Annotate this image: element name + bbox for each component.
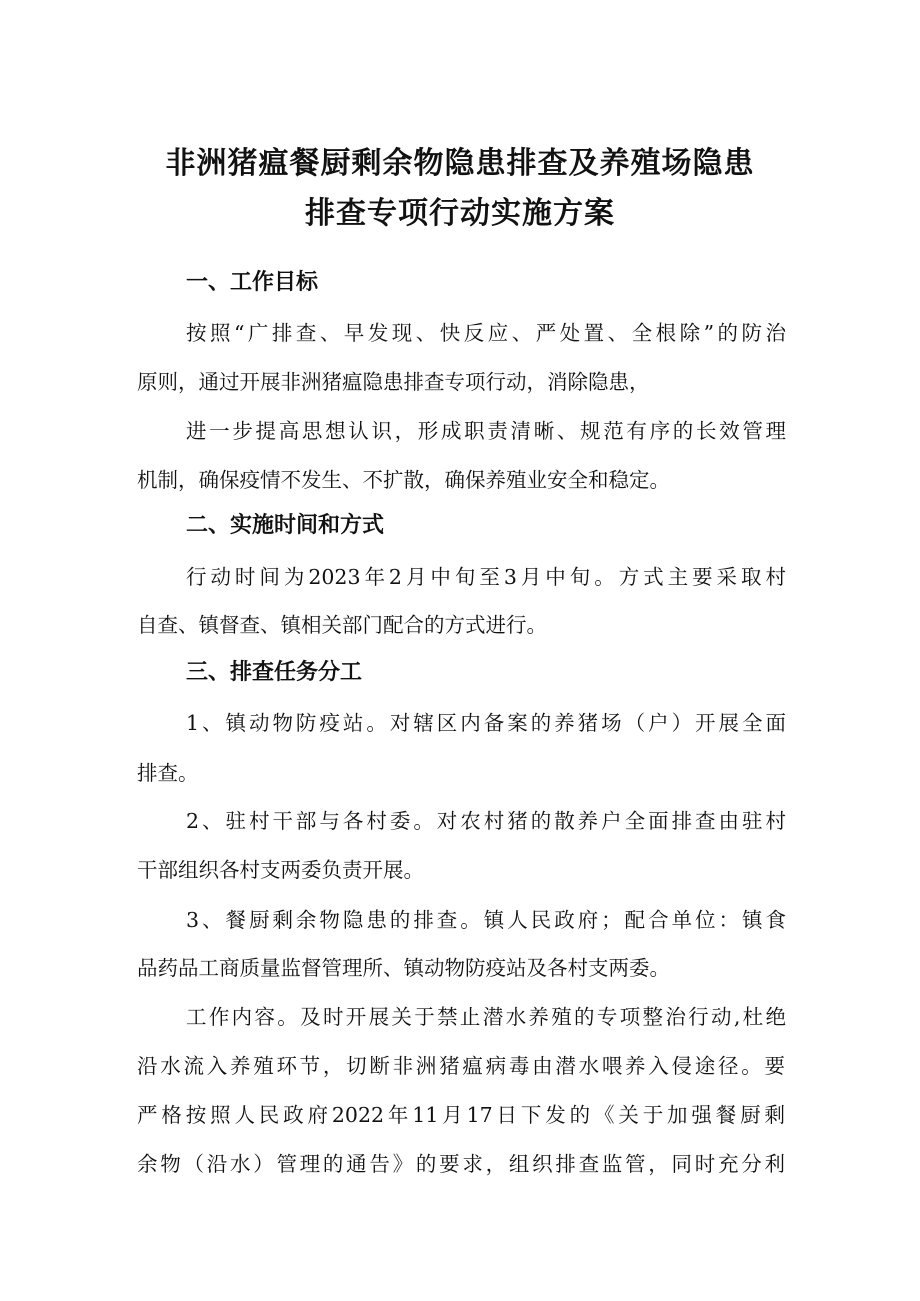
list-item-line: 干部组织各村支两委负责开展。	[137, 858, 424, 882]
document-title-line-2: 排查专项行动实施方案	[305, 196, 615, 231]
section-heading-tasks: 三、排查任务分工	[186, 660, 363, 685]
section-heading-goals: 一、工作目标	[186, 270, 319, 295]
document-title-line-1: 非洲猪瘟餐厨剩余物隐患排查及养殖场隐患	[165, 146, 755, 181]
section-heading-schedule: 二、实施时间和方式	[186, 513, 385, 538]
list-item-line: 3、餐厨剩余物隐患的排查。镇人民政府；配合单位：镇食	[186, 908, 786, 932]
paragraph-line: 沿水流入养殖环节，切断非洲猪瘟病毒由潜水喂养入侵途径。要	[137, 1054, 785, 1078]
paragraph-line: 进一步提高思想认识，形成职责清晰、规范有序的长效管理	[186, 419, 786, 443]
paragraph-line: 自查、镇督查、镇相关部门配合的方式进行。	[137, 613, 547, 637]
list-item-line: 排查。	[137, 761, 199, 785]
paragraph-line: 机制，确保疫情不发生、不扩散，确保养殖业安全和稳定。	[137, 468, 670, 492]
list-item-line: 2、驻村干部与各村委。对农村猪的散养户全面排查由驻村	[186, 809, 786, 833]
paragraph-line: 工作内容。及时开展关于禁止潜水养殖的专项整治行动,杜绝	[186, 1005, 786, 1029]
paragraph-line: 行动时间为2023年2月中旬至3月中旬。方式主要采取村	[186, 565, 786, 589]
paragraph-line: 按照“广排查、早发现、快反应、严处置、全根除”的防治	[186, 321, 786, 345]
paragraph-line: 严格按照人民政府2022年11月17日下发的《关于加强餐厨剩	[137, 1103, 785, 1127]
paragraph-line: 余物（沿水）管理的通告》的要求，组织排查监管，同时充分利	[137, 1152, 785, 1176]
paragraph-line: 原则，通过开展非洲猪瘟隐患排查专项行动，消除隐患，	[137, 370, 650, 394]
list-item-line: 1、镇动物防疫站。对辖区内备案的养猪场（户）开展全面	[186, 711, 786, 735]
list-item-line: 品药品工商质量监督管理所、镇动物防疫站及各村支两委。	[137, 956, 670, 980]
